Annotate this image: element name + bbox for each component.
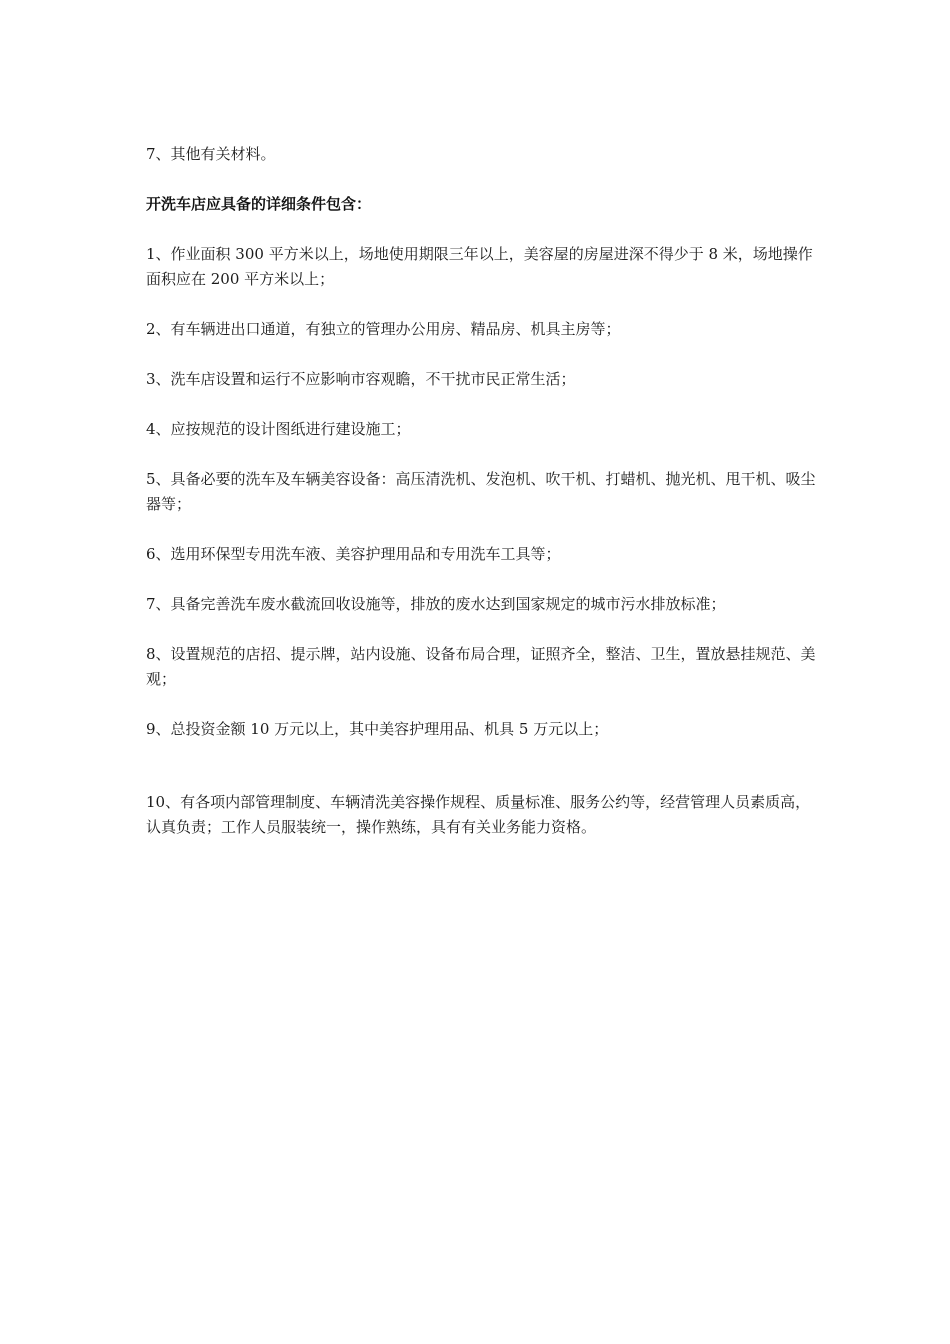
list-item: 6、选用环保型专用洗车液、美容护理用品和专用洗车工具等； xyxy=(146,545,561,563)
list-item: 5、具备必要的洗车及车辆美容设备：高压清洗机、发泡机、吹干机、打蜡机、抛光机、甩干机、吸尘器等； xyxy=(146,470,816,513)
document-page xyxy=(146,142,818,840)
list-item: 2、有车辆进出口通道，有独立的管理办公用房、精品房、机具主房等； xyxy=(146,320,621,338)
list-item: 8、设置规范的店招、提示牌，站内设施、设备布局合理，证照齐全，整洁、卫生，置放悬挂规范、美观； xyxy=(146,645,816,688)
intro-paragraph: 7、其他有关材料。 xyxy=(146,145,276,163)
section-heading: 开洗车店应具备的详细条件包含： xyxy=(146,195,372,213)
list-item: 1、作业面积 300 平方米以上，场地使用期限三年以上，美容屋的房屋进深不得少于 8 米，场地操作面积应在 200 平方米以上； xyxy=(146,245,813,288)
list-item: 7、具备完善洗车废水截流回收设施等，排放的废水达到国家规定的城市污水排放标准； xyxy=(146,595,726,613)
list-item: 3、洗车店设置和运行不应影响市容观瞻，不干扰市民正常生活； xyxy=(146,370,576,388)
list-item: 4、应按规范的设计图纸进行建设施工； xyxy=(146,420,411,438)
list-item: 9、总投资金额 10 万元以上，其中美容护理用品、机具 5 万元以上； xyxy=(146,720,609,738)
list-item: 10、有各项内部管理制度、车辆清洗美容操作规程、质量标准、服务公约等，经营管理人员素质高，认真负责；工作人员服装统一，操作熟练，具有有关业务能力资格。 xyxy=(146,793,811,836)
